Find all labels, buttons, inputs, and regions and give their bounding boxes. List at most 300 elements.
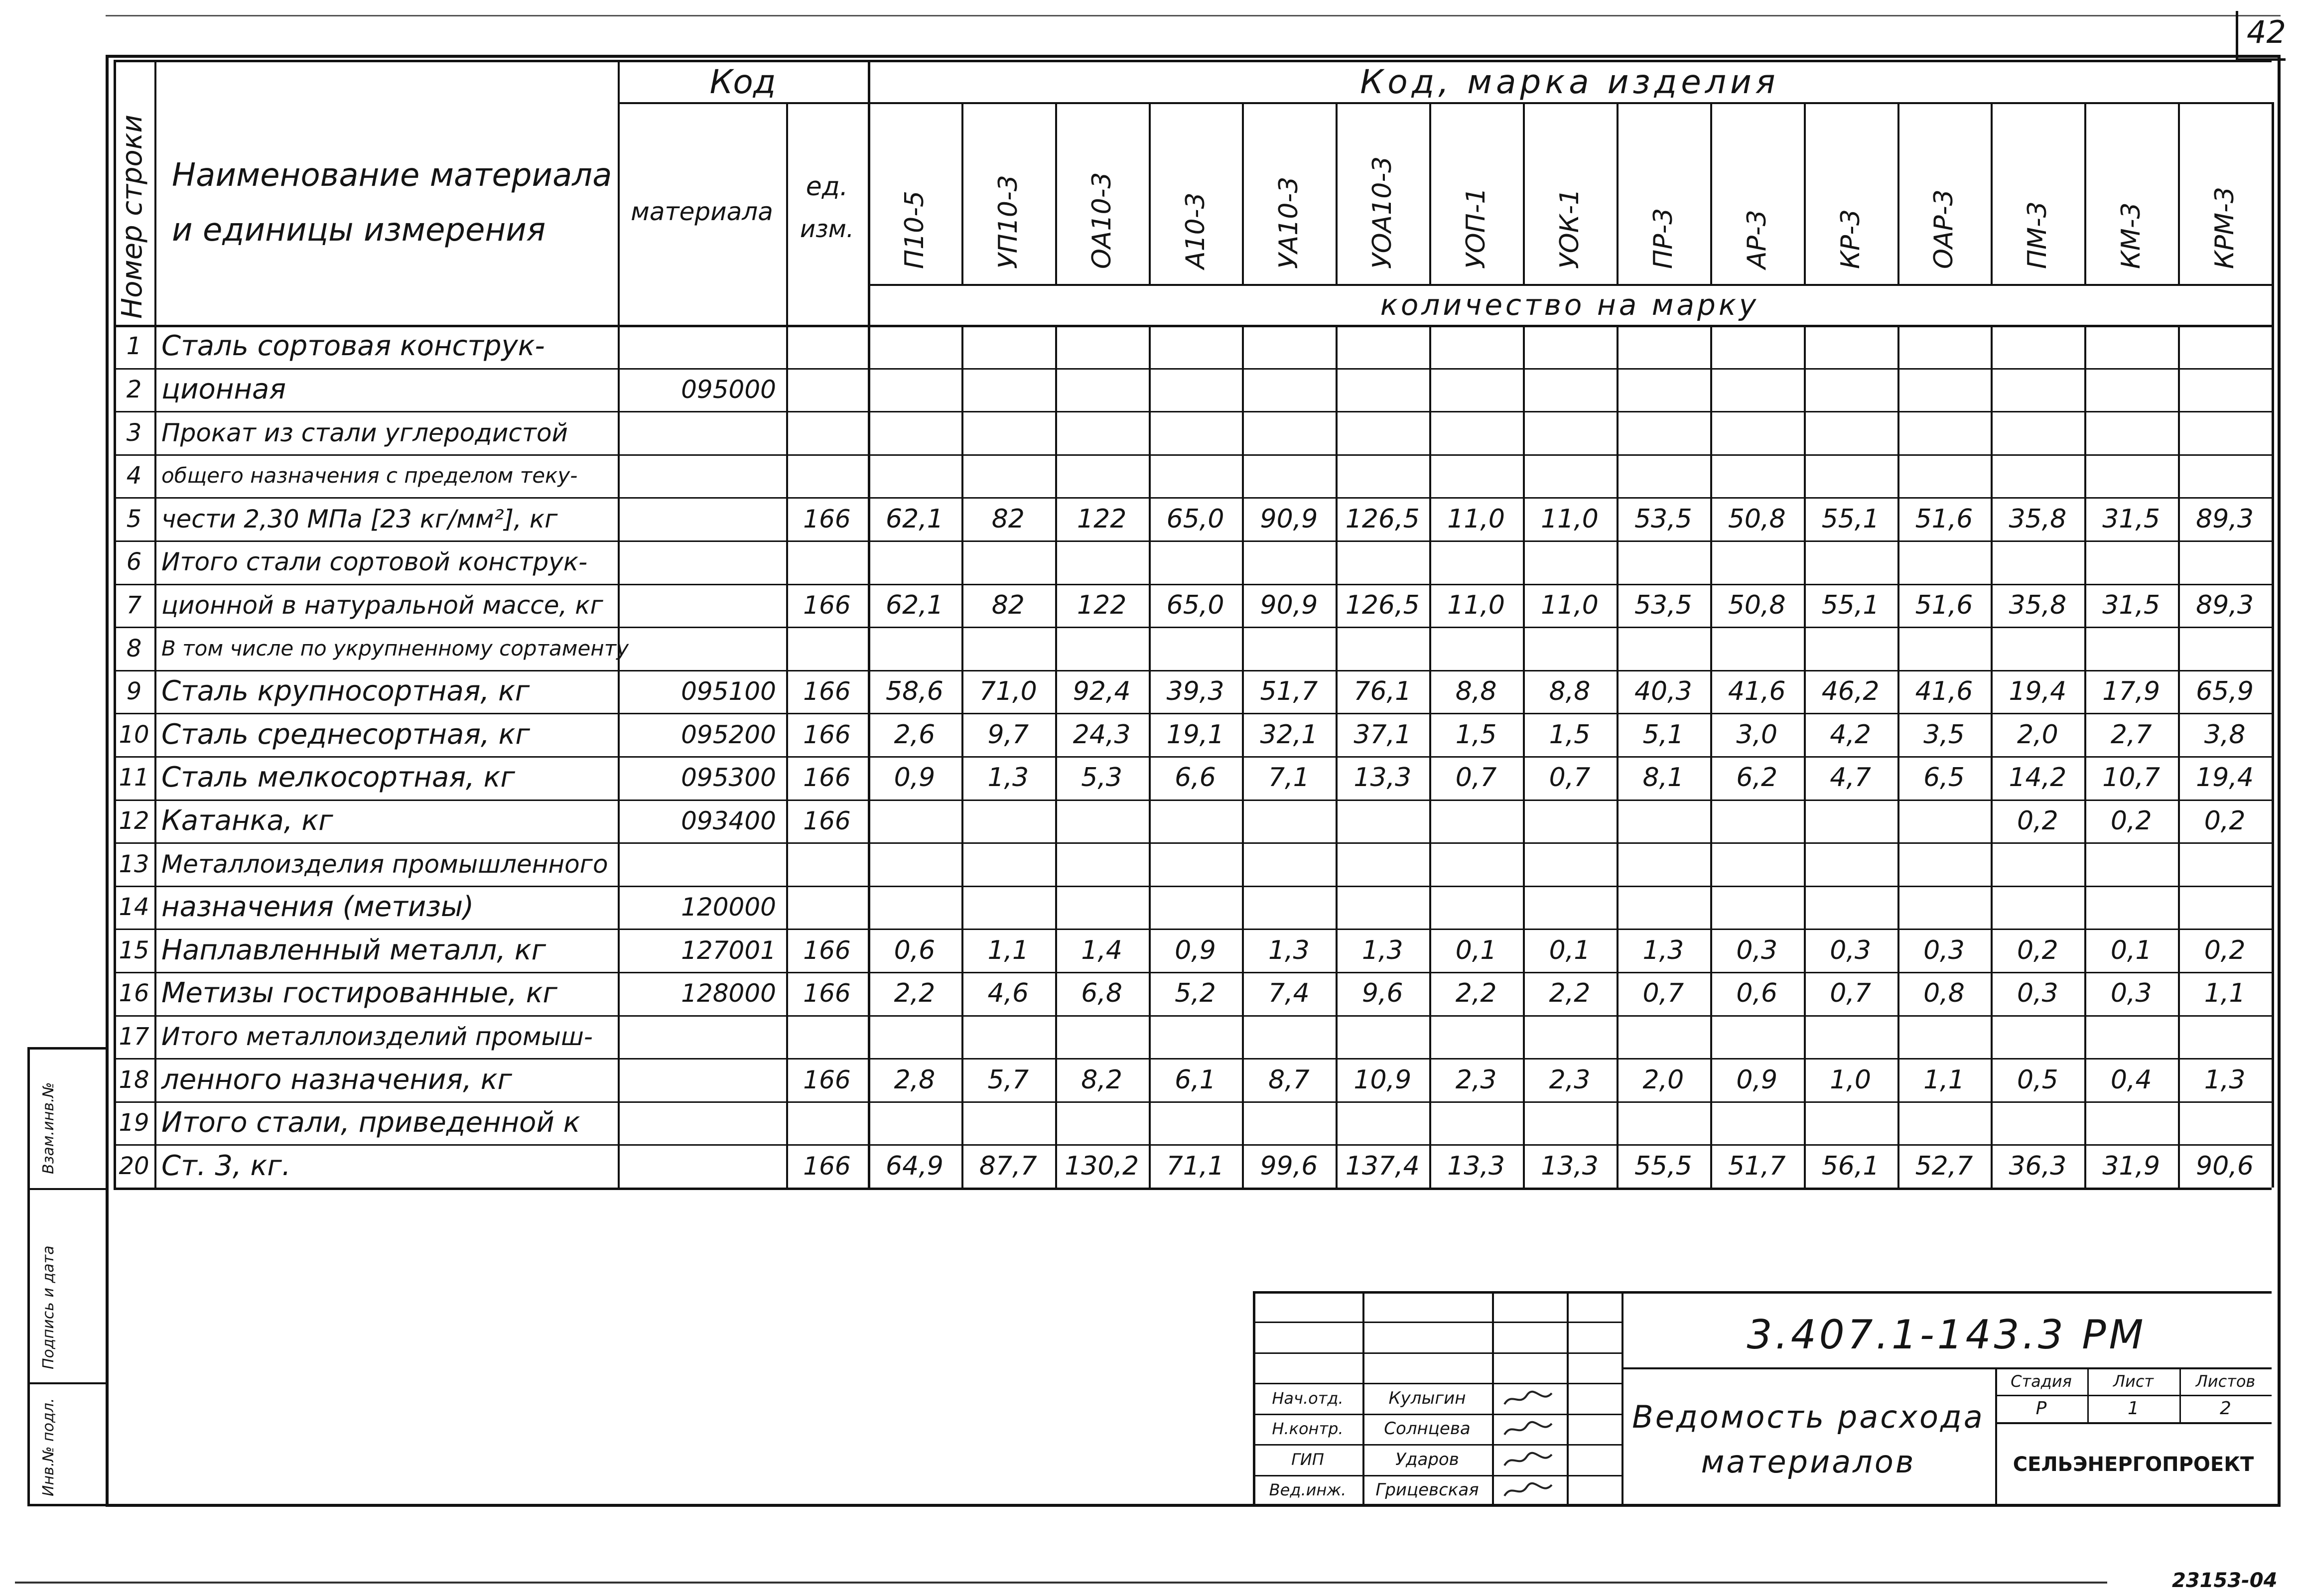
side-label-inventory: Инв.№ подл. bbox=[40, 1398, 57, 1496]
quantity-value: 46,2 bbox=[1821, 676, 1880, 707]
quantity-value: 32,1 bbox=[1260, 719, 1318, 750]
row-name: Сталь крупносортная, кг bbox=[161, 675, 530, 708]
mark-column-line bbox=[1523, 102, 1525, 284]
quantity-value: 2,0 bbox=[2017, 719, 2058, 750]
quantity-value: 41,6 bbox=[1915, 676, 1973, 707]
quantity-value: 5,1 bbox=[1642, 719, 1684, 750]
row-name: ционная bbox=[161, 373, 286, 405]
quantity-value: 4,7 bbox=[1830, 763, 1871, 793]
row-line bbox=[114, 1144, 2272, 1146]
material-code: 093400 bbox=[681, 806, 776, 835]
quantity-value: 7,4 bbox=[1268, 978, 1310, 1009]
quantity-value: 2,6 bbox=[894, 719, 936, 750]
name-column-line bbox=[618, 60, 620, 1188]
quantity-value: 55,5 bbox=[1634, 1151, 1692, 1181]
quantity-value: 6,1 bbox=[1175, 1064, 1216, 1095]
mark-column-line bbox=[1055, 325, 1057, 1188]
side-label-signature: Подпись и дата bbox=[40, 1245, 57, 1369]
quantity-value: 51,7 bbox=[1260, 676, 1318, 707]
quantity-value: 0,1 bbox=[1549, 935, 1591, 965]
quantity-value: 35,8 bbox=[2009, 590, 2067, 620]
row-line bbox=[114, 842, 2272, 844]
row-line bbox=[114, 929, 2272, 930]
code-group-header: Код bbox=[709, 63, 776, 101]
mark-header: П10-5 bbox=[899, 190, 930, 269]
quantity-value: 90,9 bbox=[1260, 504, 1318, 534]
row-name: назначения (метизы) bbox=[161, 891, 474, 924]
mark-header: КМ-3 bbox=[2116, 202, 2147, 269]
mark-column-line bbox=[1149, 102, 1151, 284]
quantity-value: 9,7 bbox=[987, 719, 1029, 750]
row-name: Итого стали, приведенной к bbox=[161, 1106, 580, 1139]
signature-scribble bbox=[1502, 1389, 1557, 1411]
stamp-role: Н.контр. bbox=[1272, 1419, 1344, 1439]
row-number: 3 bbox=[126, 418, 142, 447]
row-line bbox=[114, 584, 2272, 585]
quantity-value: 6,8 bbox=[1081, 978, 1123, 1009]
quantity-value: 0,7 bbox=[1830, 978, 1871, 1009]
quantity-value: 11,0 bbox=[1447, 504, 1505, 534]
row-name: Сталь мелкосортная, кг bbox=[161, 761, 515, 794]
mark-header: УОК-1 bbox=[1555, 188, 1585, 269]
quantity-value: 1,3 bbox=[1361, 935, 1403, 965]
mark-column-line bbox=[2178, 102, 2180, 284]
quantity-value: 13,3 bbox=[1447, 1151, 1505, 1181]
unit-header-line2: изм. bbox=[800, 215, 854, 243]
quantity-value: 55,1 bbox=[1821, 590, 1880, 620]
row-line bbox=[114, 497, 2272, 499]
quantity-value: 7,1 bbox=[1268, 763, 1310, 793]
quantity-value: 1,5 bbox=[1549, 719, 1591, 750]
stamp-stage-divider bbox=[2087, 1367, 2089, 1422]
organization-name: СЕЛЬЭНЕРГОПРОЕКТ bbox=[2013, 1453, 2254, 1476]
unit-code: 166 bbox=[803, 763, 851, 793]
mark-column-line bbox=[961, 102, 963, 284]
stamp-column-line bbox=[1622, 1291, 1623, 1505]
quantity-value: 0,2 bbox=[2204, 805, 2246, 836]
side-cell-replace bbox=[30, 1050, 107, 1190]
quantity-value: 0,7 bbox=[1455, 763, 1497, 793]
quantity-value: 31,9 bbox=[2102, 1151, 2161, 1181]
document-title-line2: материалов bbox=[1701, 1444, 1916, 1480]
quantity-value: 24,3 bbox=[1073, 719, 1131, 750]
quantity-value: 36,3 bbox=[2009, 1151, 2067, 1181]
quantity-value: 6,5 bbox=[1923, 763, 1965, 793]
sheets-label: Листов bbox=[2195, 1372, 2256, 1391]
mark-column-line bbox=[1242, 102, 1244, 284]
quantity-value: 0,6 bbox=[894, 935, 936, 965]
mark-column-line bbox=[2084, 325, 2086, 1188]
row-name: Наплавленный металл, кг bbox=[161, 933, 546, 966]
quantity-value: 53,5 bbox=[1634, 590, 1692, 620]
quantity-value: 5,7 bbox=[987, 1064, 1029, 1095]
row-number: 18 bbox=[119, 1065, 149, 1094]
quantity-value: 51,6 bbox=[1915, 504, 1973, 534]
quantity-value: 1,1 bbox=[2204, 978, 2246, 1009]
unit-code: 166 bbox=[803, 935, 851, 965]
mark-header: ОАР-3 bbox=[1929, 189, 1959, 269]
quantity-value: 122 bbox=[1077, 590, 1127, 620]
code-subheader-line bbox=[618, 102, 868, 104]
mark-column-line bbox=[2178, 325, 2180, 1188]
quantity-value: 82 bbox=[991, 590, 1025, 620]
signature-scribble bbox=[1502, 1420, 1557, 1442]
quantity-value: 17,9 bbox=[2102, 676, 2161, 707]
stamp-column-line bbox=[1492, 1291, 1494, 1505]
stamp-person: Ударов bbox=[1395, 1449, 1459, 1469]
row-line bbox=[114, 886, 2272, 887]
quantity-value: 9,6 bbox=[1361, 978, 1403, 1009]
stamp-top-line bbox=[1253, 1291, 2272, 1294]
mark-header: АР-3 bbox=[1742, 210, 1772, 269]
stamp-title-divider bbox=[1995, 1367, 1997, 1505]
mark-header: А10-3 bbox=[1180, 192, 1211, 269]
quantity-value: 1,5 bbox=[1455, 719, 1497, 750]
stamp-row-line bbox=[1253, 1383, 1622, 1384]
mark-header: УА10-3 bbox=[1274, 176, 1304, 269]
quantity-value: 76,1 bbox=[1353, 676, 1412, 707]
quantity-value: 11,0 bbox=[1541, 504, 1599, 534]
quantity-value: 2,0 bbox=[1642, 1064, 1684, 1095]
row-line bbox=[114, 1058, 2272, 1060]
row-name: Катанка, кг bbox=[161, 804, 333, 837]
row-number: 10 bbox=[119, 720, 149, 749]
quantity-value: 2,7 bbox=[2110, 719, 2152, 750]
quantity-value: 0,9 bbox=[1736, 1064, 1778, 1095]
unit-code: 166 bbox=[803, 720, 851, 749]
row-name: Ст. 3, кг. bbox=[161, 1149, 291, 1182]
row-number: 8 bbox=[126, 634, 142, 663]
quantity-subheader-line bbox=[868, 284, 2272, 286]
mark-column-line bbox=[1523, 325, 1525, 1188]
row-number: 6 bbox=[126, 548, 142, 576]
mark-header: ПМ-3 bbox=[2023, 201, 2053, 269]
row-name: ленного назначения, кг bbox=[161, 1063, 512, 1096]
stage-value: Р bbox=[2035, 1398, 2047, 1419]
row-number: 11 bbox=[119, 764, 149, 792]
row-line bbox=[114, 411, 2272, 412]
mark-header: КР-3 bbox=[1835, 209, 1866, 269]
quantity-value: 19,4 bbox=[2196, 763, 2254, 793]
quantity-value: 0,1 bbox=[2110, 935, 2152, 965]
row-number: 16 bbox=[119, 979, 149, 1008]
quantity-value: 2,2 bbox=[1455, 978, 1497, 1009]
row-line bbox=[114, 799, 2272, 801]
quantity-value: 58,6 bbox=[886, 676, 944, 707]
bottom-edge-line bbox=[15, 1582, 2107, 1584]
mark-column-line bbox=[1991, 102, 1993, 284]
material-code: 128000 bbox=[681, 979, 776, 1008]
quantity-value: 51,6 bbox=[1915, 590, 1973, 620]
quantity-value: 0,2 bbox=[2017, 805, 2058, 836]
quantity-value: 0,7 bbox=[1642, 978, 1684, 1009]
quantity-value: 0,6 bbox=[1736, 978, 1778, 1009]
row-name: Итого металлоизделий промыш- bbox=[161, 1022, 593, 1051]
quantity-value: 11,0 bbox=[1541, 590, 1599, 620]
quantity-value: 65,0 bbox=[1166, 590, 1224, 620]
mark-column-line bbox=[1991, 325, 1993, 1188]
material-code: 095000 bbox=[681, 375, 776, 404]
row-line bbox=[114, 1101, 2272, 1103]
mark-column-line bbox=[2084, 102, 2086, 284]
side-label-replace: Взам.инв.№ bbox=[40, 1082, 57, 1174]
mark-column-line bbox=[1055, 102, 1057, 284]
row-number: 19 bbox=[119, 1109, 149, 1137]
sheets-value: 2 bbox=[2220, 1398, 2231, 1419]
mark-header: УОА10-3 bbox=[1367, 156, 1398, 269]
stamp-person: Грицевская bbox=[1375, 1480, 1479, 1500]
quantity-value: 13,3 bbox=[1353, 763, 1412, 793]
quantity-value: 2,2 bbox=[894, 978, 936, 1009]
product-group-header: Код, марка изделия bbox=[1360, 63, 1779, 101]
quantity-value: 1,1 bbox=[987, 935, 1029, 965]
mark-column-line bbox=[868, 60, 870, 1188]
quantity-value: 71,1 bbox=[1166, 1151, 1224, 1181]
quantity-value: 0,3 bbox=[2017, 978, 2058, 1009]
quantity-value: 10,9 bbox=[1353, 1064, 1412, 1095]
stamp-row-line bbox=[1253, 1444, 1622, 1446]
quantity-value: 0,1 bbox=[1455, 935, 1497, 965]
quantity-value: 0,4 bbox=[2110, 1064, 2152, 1095]
unit-code: 166 bbox=[803, 1065, 851, 1094]
quantity-value: 5,3 bbox=[1081, 763, 1123, 793]
quantity-value: 31,5 bbox=[2102, 590, 2161, 620]
page-number: 42 bbox=[2247, 14, 2286, 50]
row-number-header: Номер строки bbox=[116, 115, 148, 319]
quantity-value: 0,8 bbox=[1923, 978, 1965, 1009]
mark-column-line bbox=[1710, 325, 1712, 1188]
row-number-column-line bbox=[154, 60, 156, 1188]
material-code: 095200 bbox=[681, 720, 776, 749]
mark-column-line bbox=[1336, 325, 1338, 1188]
quantity-value: 87,7 bbox=[979, 1151, 1037, 1181]
quantity-value: 62,1 bbox=[886, 504, 944, 534]
quantity-value: 92,4 bbox=[1073, 676, 1131, 707]
stamp-doc-code-line bbox=[1622, 1367, 2272, 1369]
material-code: 120000 bbox=[681, 893, 776, 922]
stamp-role: Вед.инж. bbox=[1269, 1480, 1347, 1500]
quantity-value: 1,3 bbox=[1268, 935, 1310, 965]
quantity-value: 2,8 bbox=[894, 1064, 936, 1095]
quantity-header: количество на марку bbox=[1380, 288, 1759, 322]
mark-column-line bbox=[961, 325, 963, 1188]
quantity-value: 37,1 bbox=[1353, 719, 1412, 750]
quantity-value: 0,2 bbox=[2204, 935, 2246, 965]
row-name: чести 2,30 МПа [23 кг/мм²], кг bbox=[161, 504, 558, 533]
row-number: 13 bbox=[119, 850, 149, 878]
name-header-line2: и единицы измерения bbox=[172, 212, 546, 249]
quantity-value: 89,3 bbox=[2196, 590, 2254, 620]
row-name: общего назначения с пределом теку- bbox=[161, 463, 578, 488]
row-number: 9 bbox=[126, 677, 142, 706]
quantity-value: 19,4 bbox=[2009, 676, 2067, 707]
material-code-header: материала bbox=[631, 197, 773, 226]
mark-column-line bbox=[1897, 102, 1899, 284]
sheet-label: Лист bbox=[2113, 1372, 2154, 1391]
row-number: 12 bbox=[119, 806, 149, 835]
mark-column-line bbox=[2272, 102, 2274, 1188]
quantity-value: 3,5 bbox=[1923, 719, 1965, 750]
quantity-value: 65,9 bbox=[2196, 676, 2254, 707]
row-line bbox=[114, 972, 2272, 973]
stamp-person: Солнцева bbox=[1384, 1419, 1471, 1439]
quantity-value: 2,3 bbox=[1455, 1064, 1497, 1095]
material-code: 127001 bbox=[681, 935, 776, 965]
quantity-value: 0,2 bbox=[2017, 935, 2058, 965]
row-number: 20 bbox=[119, 1152, 149, 1180]
row-name: Сталь среднесортная, кг bbox=[161, 718, 530, 751]
mark-header: КРМ-3 bbox=[2210, 187, 2240, 269]
side-cell-signature bbox=[30, 1190, 107, 1384]
unit-code: 166 bbox=[803, 979, 851, 1008]
quantity-value: 0,9 bbox=[894, 763, 936, 793]
stamp-column-line bbox=[1567, 1291, 1569, 1505]
stamp-role: Нач.отд. bbox=[1272, 1389, 1344, 1408]
row-name: ционной в натуральной массе, кг bbox=[161, 590, 603, 620]
mark-column-line bbox=[1804, 102, 1806, 284]
bottom-code: 23153-04 bbox=[2172, 1569, 2278, 1592]
material-code: 095100 bbox=[681, 677, 776, 706]
stamp-role: ГИП bbox=[1291, 1450, 1324, 1469]
mark-column-line bbox=[1429, 102, 1431, 284]
quantity-value: 2,3 bbox=[1549, 1064, 1591, 1095]
row-line bbox=[114, 1015, 2272, 1017]
quantity-value: 19,1 bbox=[1166, 719, 1224, 750]
row-name: Метизы гостированные, кг bbox=[161, 977, 557, 1010]
stamp-column-line bbox=[1362, 1291, 1364, 1505]
quantity-value: 89,3 bbox=[2196, 504, 2254, 534]
quantity-value: 0,2 bbox=[2110, 805, 2152, 836]
quantity-value: 71,0 bbox=[979, 676, 1037, 707]
quantity-value: 11,0 bbox=[1447, 590, 1505, 620]
mark-header: ОА10-3 bbox=[1086, 172, 1117, 269]
quantity-value: 56,1 bbox=[1821, 1151, 1880, 1181]
quantity-value: 0,7 bbox=[1549, 763, 1591, 793]
top-edge-line bbox=[106, 15, 2281, 16]
row-name: Сталь сортовая конструк- bbox=[161, 330, 545, 363]
row-name: Итого стали сортовой конструк- bbox=[161, 547, 588, 577]
unit-code: 166 bbox=[803, 806, 851, 835]
unit-header-line1: ед. bbox=[806, 172, 848, 202]
row-name: В том числе по укрупненному сортаменту bbox=[161, 636, 629, 661]
stamp-stage-header-line bbox=[1995, 1395, 2272, 1396]
mark-column-line bbox=[1710, 102, 1712, 284]
mark-header: УОП-1 bbox=[1461, 187, 1491, 269]
stage-label: Стадия bbox=[2011, 1372, 2072, 1391]
quantity-value: 52,7 bbox=[1915, 1151, 1973, 1181]
side-cell-inventory bbox=[30, 1384, 107, 1507]
mark-column-line bbox=[1804, 325, 1806, 1188]
quantity-value: 8,7 bbox=[1268, 1064, 1310, 1095]
stamp-row-line bbox=[1253, 1352, 1622, 1354]
quantity-value: 126,5 bbox=[1345, 590, 1420, 620]
quantity-value: 3,8 bbox=[2204, 719, 2246, 750]
mark-column-line bbox=[1617, 102, 1619, 284]
row-line bbox=[114, 454, 2272, 456]
stamp-row-line bbox=[1253, 1475, 1622, 1476]
mark-column-line bbox=[1617, 325, 1619, 1188]
quantity-value: 0,3 bbox=[1923, 935, 1965, 965]
mark-column-line bbox=[1429, 325, 1431, 1188]
quantity-value: 1,4 bbox=[1081, 935, 1123, 965]
document-title-line1: Ведомость расхода bbox=[1632, 1399, 1985, 1435]
mark-column-line bbox=[1242, 325, 1244, 1188]
row-number: 1 bbox=[126, 332, 142, 361]
mark-subheader-line bbox=[868, 102, 2272, 104]
quantity-value: 126,5 bbox=[1345, 504, 1420, 534]
quantity-value: 65,0 bbox=[1166, 504, 1224, 534]
quantity-value: 99,6 bbox=[1260, 1151, 1318, 1181]
stamp-left-line bbox=[1253, 1291, 1255, 1505]
side-strip bbox=[27, 1047, 107, 1506]
quantity-value: 4,2 bbox=[1830, 719, 1871, 750]
stamp-stage-bottom-line bbox=[1995, 1422, 2272, 1424]
row-name: Прокат из стали углеродистой bbox=[161, 418, 568, 447]
document-code: 3.407.1-143.3 РМ bbox=[1747, 1312, 2147, 1358]
quantity-value: 50,8 bbox=[1728, 590, 1786, 620]
code-column-line bbox=[786, 102, 788, 1188]
row-number: 15 bbox=[119, 936, 149, 964]
quantity-value: 31,5 bbox=[2102, 504, 2161, 534]
stamp-row-line bbox=[1253, 1414, 1622, 1415]
sheet-value: 1 bbox=[2128, 1398, 2139, 1419]
row-number: 7 bbox=[126, 591, 142, 619]
row-line bbox=[114, 713, 2272, 714]
quantity-value: 14,2 bbox=[2009, 763, 2067, 793]
mark-header: ПР-3 bbox=[1648, 208, 1678, 269]
quantity-value: 3,0 bbox=[1736, 719, 1778, 750]
quantity-value: 40,3 bbox=[1634, 676, 1692, 707]
quantity-value: 130,2 bbox=[1065, 1151, 1139, 1181]
row-number: 2 bbox=[126, 375, 142, 403]
quantity-value: 5,2 bbox=[1175, 978, 1216, 1009]
material-code: 095300 bbox=[681, 763, 776, 793]
quantity-value: 64,9 bbox=[886, 1151, 944, 1181]
quantity-value: 1,3 bbox=[2204, 1064, 2246, 1095]
row-number: 5 bbox=[126, 505, 142, 533]
quantity-value: 2,2 bbox=[1549, 978, 1591, 1009]
row-line bbox=[114, 670, 2272, 671]
quantity-value: 41,6 bbox=[1728, 676, 1786, 707]
mark-header: УП10-3 bbox=[993, 175, 1023, 269]
table-top-line bbox=[114, 60, 2272, 62]
signature-scribble bbox=[1502, 1481, 1557, 1503]
quantity-value: 8,2 bbox=[1081, 1064, 1123, 1095]
quantity-value: 0,5 bbox=[2017, 1064, 2058, 1095]
quantity-value: 0,3 bbox=[1830, 935, 1871, 965]
quantity-value: 8,1 bbox=[1642, 763, 1684, 793]
row-line bbox=[114, 1188, 2272, 1190]
unit-code: 166 bbox=[803, 677, 851, 706]
row-line bbox=[114, 540, 2272, 542]
header-bottom-line bbox=[114, 325, 2272, 327]
quantity-value: 50,8 bbox=[1728, 504, 1786, 534]
row-number: 17 bbox=[119, 1022, 149, 1051]
unit-code: 166 bbox=[803, 504, 851, 533]
unit-code: 166 bbox=[803, 1151, 851, 1181]
stamp-stage-divider bbox=[2179, 1367, 2181, 1422]
row-line bbox=[114, 756, 2272, 758]
quantity-value: 62,1 bbox=[886, 590, 944, 620]
row-name: Металлоизделия промышленного bbox=[161, 849, 608, 879]
quantity-value: 10,7 bbox=[2102, 763, 2161, 793]
quantity-value: 122 bbox=[1077, 504, 1127, 534]
name-header-line1: Наименование материала bbox=[172, 157, 612, 194]
stamp-person: Кулыгин bbox=[1388, 1388, 1466, 1408]
quantity-value: 1,3 bbox=[1642, 935, 1684, 965]
quantity-value: 1,3 bbox=[987, 763, 1029, 793]
quantity-value: 82 bbox=[991, 504, 1025, 534]
